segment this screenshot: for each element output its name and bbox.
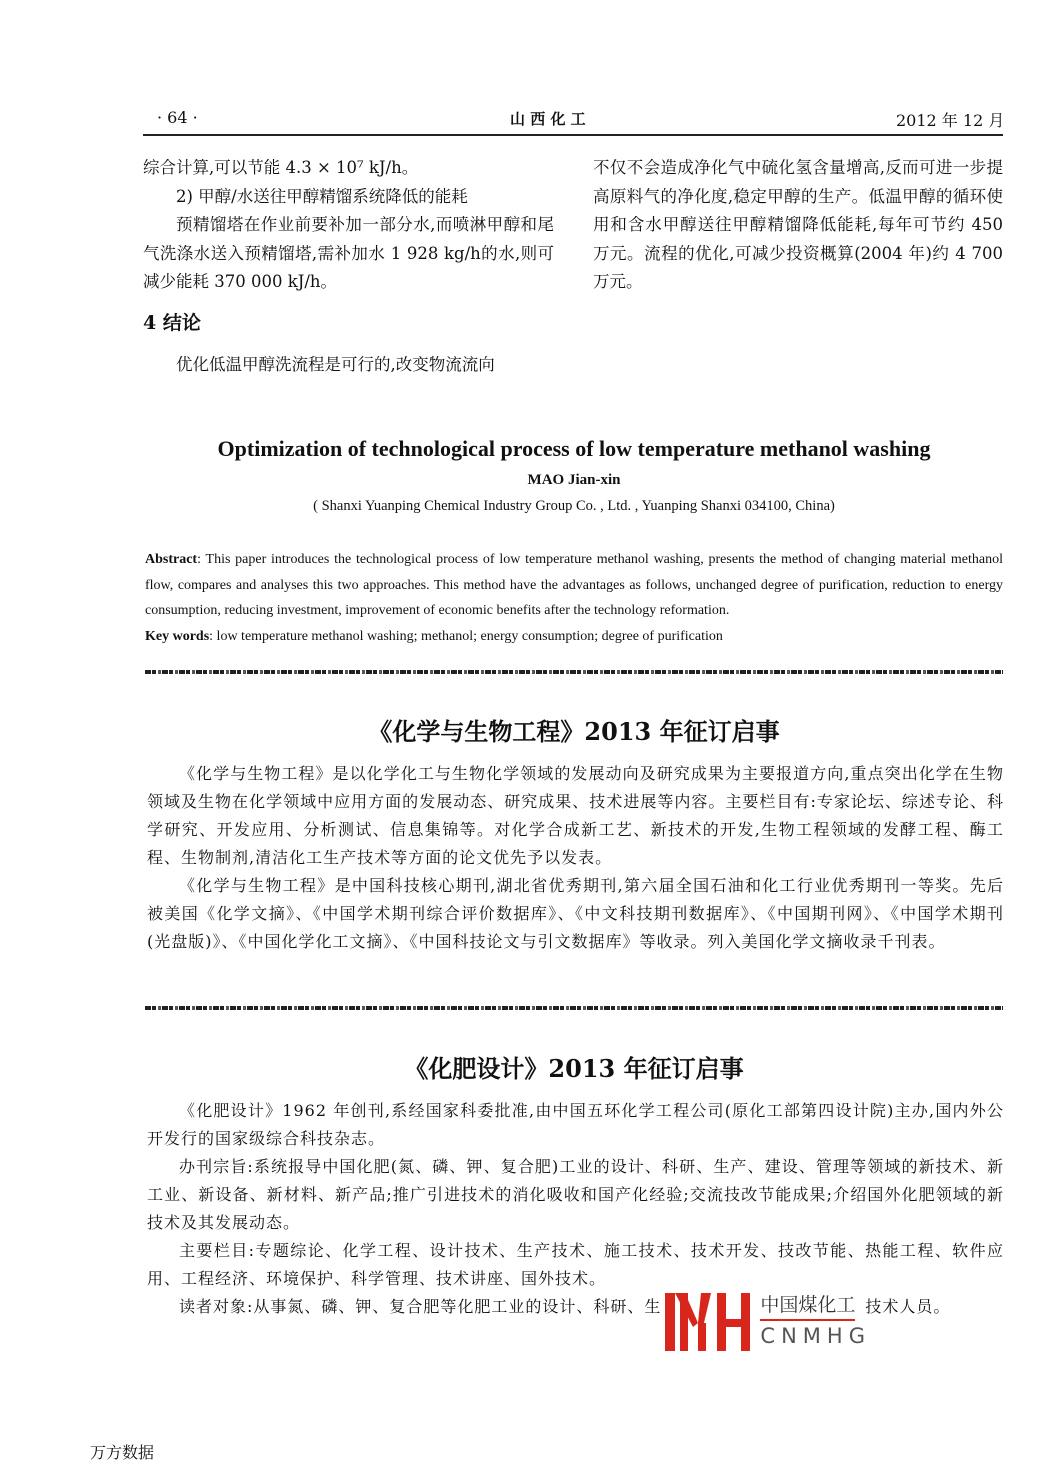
notice-title: 《化肥设计》2013 年征订启事 xyxy=(404,1054,744,1083)
english-author: MAO Jian-xin xyxy=(527,472,621,488)
paragraph: 不仅不会造成净化气中硫化氢含量增高,反而可进一步提高原料气的净化度,稳定甲醇的生产。低温甲醇的循环使用和含水甲醇送往甲醇精馏降低能耗,每年可节约 450 万元。流程的优化,可减少投资概算(2004 年)约 4 700 万元。 xyxy=(593,158,1003,291)
paragraph: 优化低温甲醇洗流程是可行的,改变物流流向 xyxy=(176,355,495,374)
abstract-text: : This paper introduces the technological process of low temperature methanol washing, presents the method of changing material methanol flow, compares and analyses this two approaches. This method have the advantages as follows, unchanged degree of purification, reduction to energy consumption, reducing investment, improvement of economic benefits after the technology reformation. xyxy=(145,552,1003,618)
watermark-cn: 中国煤化工 xyxy=(760,1294,856,1316)
source-footer: 万方数据 xyxy=(90,1443,155,1462)
paragraph: 《化学与生物工程》是中国科技核心期刊,湖北省优秀期刊,第六届全国石油和化工行业优秀期刊一等奖。先后被美国《化学文摘》、《中国学术期刊综合评价数据库》、《中文科技期刊数据库》、《中国期刊网》、《中国学术期刊(光盘版)》、《中国化学化工文摘》、《中国科技论文与引文数据库》等收录。列入美国化学文摘收录千刊表。 xyxy=(147,876,1004,951)
paragraph: 《化学与生物工程》是以化学化工与生物化学领域的发展动向及研究成果为主要报道方向,重点突出化学在生物领域及生物在化学领域中应用方面的发展动态、研究成果、技术进展等内容。主要栏目有:专家论坛、综述专论、科学研究、开发应用、分析测试、信息集锦等。对化学合成新工艺、新技术的开发,生物工程领域的发酵工程、酶工程、生物制剂,清洁化工生产技术等方面的论文优先予以发表。 xyxy=(147,764,1004,867)
notice-body xyxy=(147,760,1004,956)
page-number: · 64 · xyxy=(157,108,198,127)
watermark-rule xyxy=(760,1319,855,1321)
keywords-label: Key words xyxy=(145,628,210,644)
section-heading: 4 结论 xyxy=(143,311,201,334)
paragraph: 办刊宗旨:系统报导中国化肥(氮、磷、钾、复合肥)工业的设计、科研、生产、建设、管理等领域的新技术、新工业、新设备、新材料、新产品;推广引进技术的消化吸收和国产化经验;交流技改节能成果;介绍国外化肥领域的新技术及其发展动态。 xyxy=(147,1157,1004,1232)
issue-date: 2012 年 12 月 xyxy=(896,111,1005,130)
notice-body xyxy=(147,1097,1004,1353)
paragraph: 主要栏目:专题综论、化学工程、设计技术、生产技术、施工技术、技术开发、技改节能、热能工程、软件应用、工程经济、环境保护、科学管理、技术讲座、国外技术。 xyxy=(147,1241,1004,1288)
decorative-separator xyxy=(145,1006,1003,1010)
notice-title: 《化学与生物工程》2013 年征订启事 xyxy=(368,717,780,746)
left-column xyxy=(143,154,554,380)
paragraph: 预精馏塔在作业前要补加一部分水,而喷淋甲醇和尾气洗涤水送入预精馏塔,需补加水 1 928 kg/h的水,则可减少能耗 370 000 kJ/h。 xyxy=(143,215,554,291)
mh-logo-icon xyxy=(665,1293,755,1353)
paragraph: 《化肥设计》1962 年创刊,系经国家科委批准,由中国五环化学工程公司(原化工部第四设计院)主办,国内外公开发行的国家级综合科技杂志。 xyxy=(147,1101,1004,1148)
decorative-separator xyxy=(145,670,1003,674)
paragraph-tail: 技术人员。 xyxy=(865,1297,951,1316)
english-title: Optimization of technological process of low temperature methanol washing xyxy=(217,436,931,461)
paragraph xyxy=(147,1293,1004,1353)
paragraph-text: 读者对象:从事氮、磷、钾、复合肥等化肥工业的设计、科研、生 xyxy=(179,1297,662,1316)
header-rule xyxy=(143,134,1003,136)
keywords-text: : low temperature methanol washing; methanol; energy consumption; degree of purification xyxy=(209,628,723,644)
journal-name: 山 西 化 工 xyxy=(510,110,586,128)
english-abstract xyxy=(145,547,1003,649)
english-affiliation: ( Shanxi Yuanping Chemical Industry Group Co. , Ltd. , Yuanping Shanxi 034100, China) xyxy=(313,498,835,514)
watermark-logo xyxy=(665,1293,871,1353)
right-column xyxy=(593,154,1003,297)
subheading: 2) 甲醇/水送往甲醇精馏系统降低的能耗 xyxy=(176,186,468,206)
abstract-label: Abstract xyxy=(145,552,198,567)
watermark-en: CNMHG xyxy=(760,1324,871,1348)
paragraph: 综合计算,可以节能 4.3 × 10⁷ kJ/h。 xyxy=(143,158,419,177)
